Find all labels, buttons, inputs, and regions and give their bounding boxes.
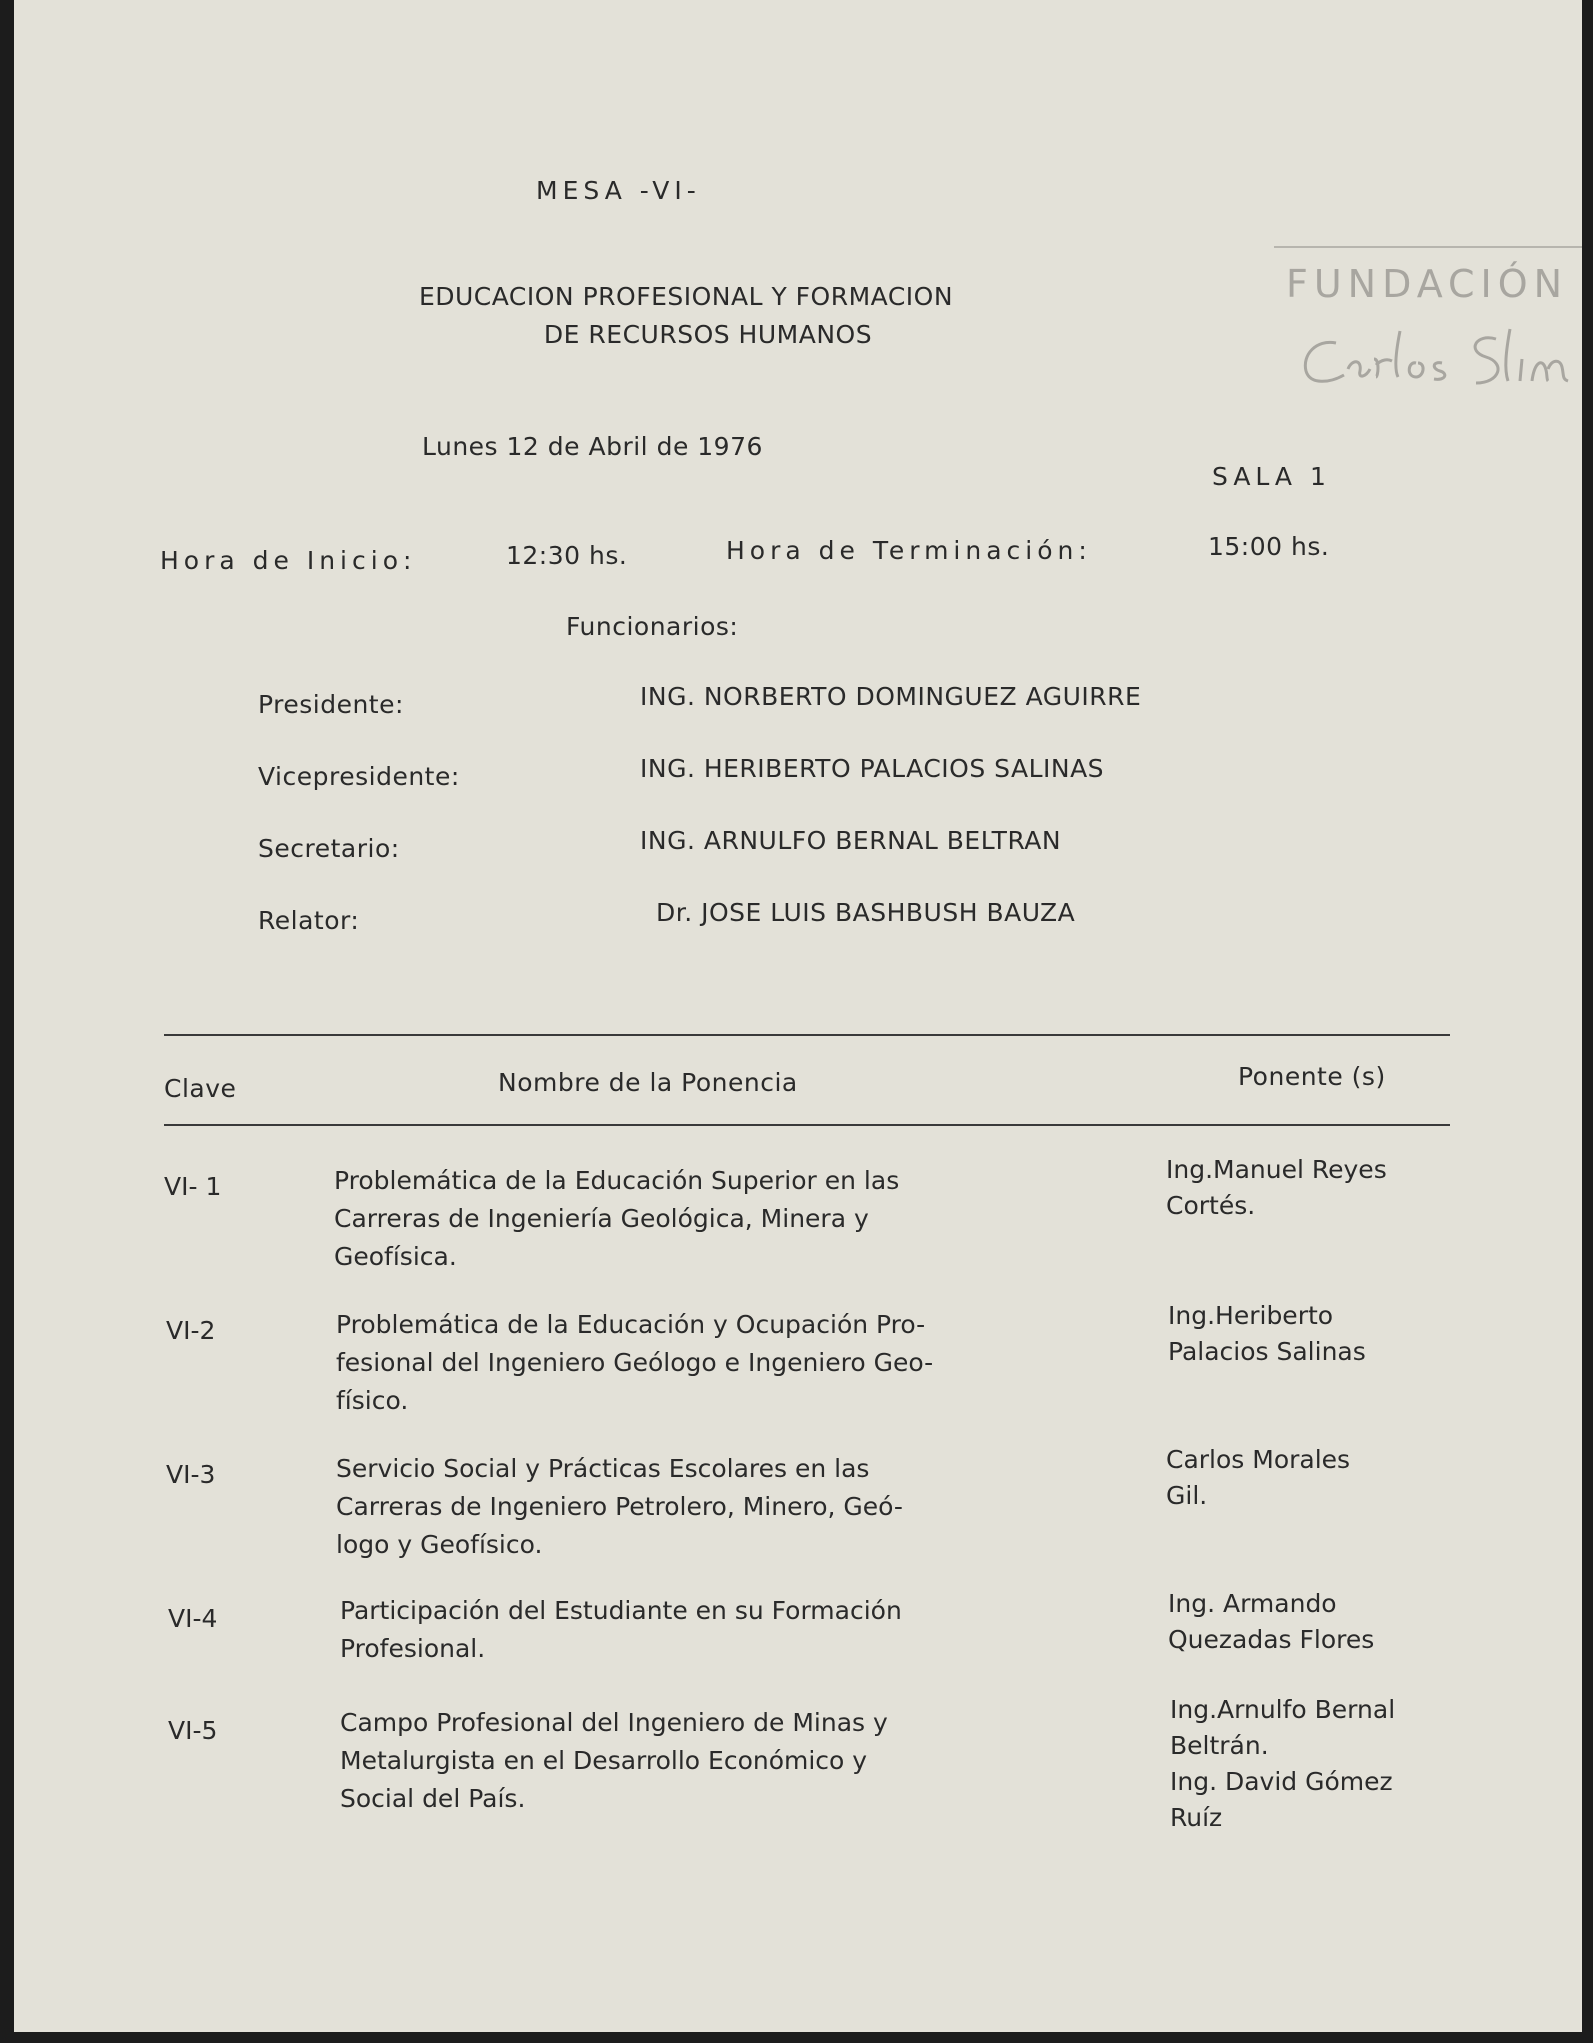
watermark-foundation: FUNDACIÓN — [1286, 262, 1569, 306]
speaker-line: Ing.Manuel Reyes — [1166, 1155, 1387, 1184]
table-row-code: VI-2 — [166, 1316, 216, 1345]
title-line: Campo Profesional del Ingeniero de Minas y — [340, 1708, 888, 1737]
speaker-line: Quezadas Flores — [1168, 1625, 1375, 1654]
official-name-secretary: ING. ARNULFO BERNAL BELTRAN — [640, 826, 1062, 855]
official-name-vicepresident: ING. HERIBERTO PALACIOS SALINAS — [640, 754, 1105, 783]
table-header-rule — [164, 1124, 1450, 1126]
title-line: logo y Geofísico. — [336, 1530, 543, 1559]
title-line: Problemática de la Educación y Ocupación Pro- — [336, 1310, 926, 1339]
end-time-value: 15:00 hs. — [1208, 532, 1330, 561]
table-row-speaker — [1166, 1152, 1387, 1224]
speaker-line: Ing. Armando — [1168, 1589, 1337, 1618]
table-row-title — [336, 1306, 933, 1420]
title-line: Carreras de Ingeniería Geológica, Minera y — [334, 1204, 869, 1233]
table-row-speaker — [1168, 1298, 1366, 1370]
title-line: Servicio Social y Prácticas Escolares en las — [336, 1454, 870, 1483]
table-row-title — [340, 1592, 902, 1668]
title-line: Participación del Estudiante en su Formación — [340, 1596, 902, 1625]
signature-logo — [1296, 325, 1582, 395]
document-page — [14, 0, 1582, 2032]
watermark-divider — [1274, 246, 1582, 248]
title-line: Profesional. — [340, 1634, 486, 1663]
official-role-vicepresident: Vicepresidente: — [258, 762, 460, 791]
title-line: Social del País. — [340, 1784, 526, 1813]
official-role-secretary: Secretario: — [258, 834, 400, 863]
table-row-title — [336, 1450, 903, 1564]
official-role-rapporteur: Relator: — [258, 906, 360, 935]
end-time-label: Hora de Terminación: — [726, 536, 1092, 565]
session-title-line-2: DE RECURSOS HUMANOS — [543, 320, 873, 349]
official-role-president: Presidente: — [258, 690, 404, 719]
speaker-line: Gil. — [1166, 1481, 1208, 1510]
speaker-line: Palacios Salinas — [1168, 1337, 1366, 1366]
table-row-code: VI-4 — [168, 1604, 218, 1633]
start-time-value: 12:30 hs. — [506, 541, 628, 570]
title-line: Problemática de la Educación Superior en las — [334, 1166, 900, 1195]
table-header-title: Nombre de la Ponencia — [498, 1068, 798, 1097]
table-row-speaker — [1166, 1442, 1350, 1514]
table-row-code: VI- 1 — [164, 1172, 222, 1201]
table-row-speaker — [1168, 1586, 1374, 1658]
speaker-line: Ing. David Gómez — [1170, 1767, 1393, 1796]
table-row-title — [334, 1162, 899, 1276]
table-row-code: VI-3 — [166, 1460, 216, 1489]
official-name-president: ING. NORBERTO DOMINGUEZ AGUIRRE — [640, 682, 1142, 711]
official-name-rapporteur: Dr. JOSE LUIS BASHBUSH BAUZA — [656, 898, 1076, 927]
session-date: Lunes 12 de Abril de 1976 — [422, 432, 763, 461]
table-row-title — [340, 1704, 888, 1818]
session-title-line-1: EDUCACION PROFESIONAL Y FORMACION — [418, 282, 954, 311]
title-line: Metalurgista en el Desarrollo Económico y — [340, 1746, 868, 1775]
title-line: fesional del Ingeniero Geólogo e Ingeniero Geo- — [336, 1348, 934, 1377]
title-line: Carreras de Ingeniero Petrolero, Minero, Geó- — [336, 1492, 903, 1521]
table-header-code: Clave — [164, 1074, 237, 1103]
table-header-speaker: Ponente (s) — [1238, 1062, 1386, 1091]
room-label: SALA 1 — [1212, 462, 1331, 491]
speaker-line: Beltrán. — [1170, 1731, 1269, 1760]
title-line: Geofísica. — [334, 1242, 457, 1271]
officials-heading: Funcionarios: — [566, 612, 739, 641]
speaker-line: Ing.Heriberto — [1168, 1301, 1334, 1330]
speaker-line: Ruíz — [1170, 1803, 1223, 1832]
start-time-label: Hora de Inicio: — [160, 546, 417, 575]
speaker-line: Ing.Arnulfo Bernal — [1170, 1695, 1396, 1724]
table-row-code: VI-5 — [168, 1716, 218, 1745]
session-label: MESA -VI- — [536, 176, 701, 205]
table-top-rule — [164, 1034, 1450, 1036]
speaker-line: Cortés. — [1166, 1191, 1256, 1220]
title-line: físico. — [336, 1386, 409, 1415]
speaker-line: Carlos Morales — [1166, 1445, 1351, 1474]
table-row-speaker — [1170, 1692, 1395, 1836]
